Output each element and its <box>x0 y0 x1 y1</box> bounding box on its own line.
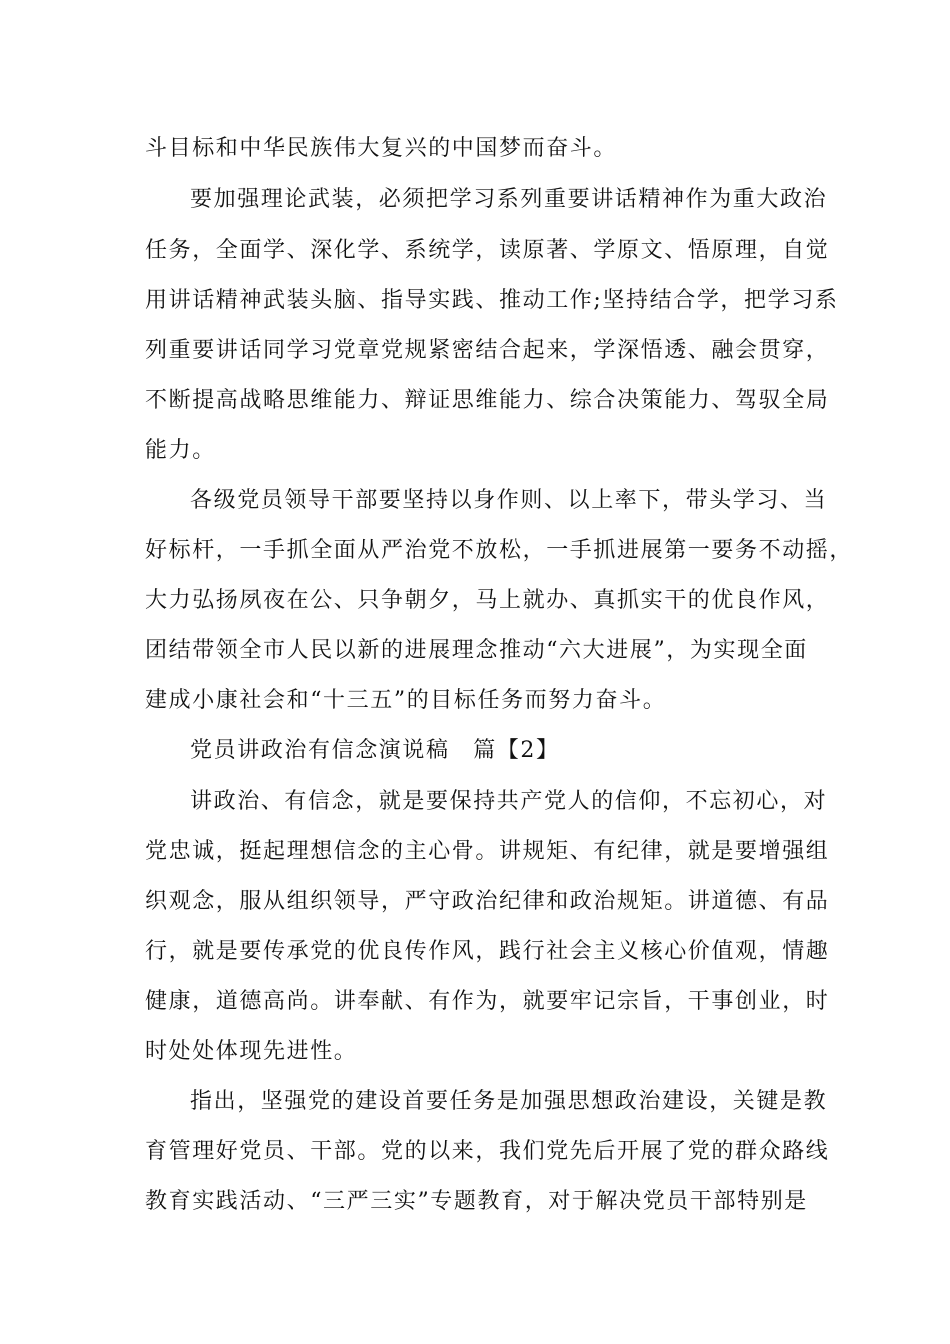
paragraph-start-line: 各级党员领导干部要坚持以身作则、以上率下，带头学习、当 <box>190 488 828 513</box>
text-line: 用讲话精神武装头脑、指导实践、推动工作;坚持结合学，把学习系 <box>145 288 839 313</box>
text-line: 团结带领全市人民以新的进展理念推动“六大进展”，为实现全面 <box>145 638 808 663</box>
text-line: 任务，全面学、深化学、系统学，读原著、学原文、悟原理，自觉 <box>145 238 830 263</box>
text-line: 好标杆，一手抓全面从严治党不放松，一手抓进展第一要务不动摇， <box>145 538 854 563</box>
text-line: 党忠诚，挺起理想信念的主心骨。讲规矩、有纪律，就是要增强组 <box>145 839 830 864</box>
text-line: 列重要讲话同学习党章党规紧密结合起来，学深悟透、融会贯穿， <box>145 338 830 363</box>
text-line: 建成小康社会和“十三五”的目标任务而努力奋斗。 <box>145 688 667 713</box>
text-line: 行，就是要传承党的优良传作风，践行社会主义核心价值观，情趣 <box>145 939 830 964</box>
text-line: 健康，道德高尚。讲奉献、有作为，就要牢记宗旨，干事创业，时 <box>145 989 830 1014</box>
text-line: 育管理好党员、干部。党的以来，我们党先后开展了党的群众路线 <box>145 1139 830 1164</box>
text-line: 斗目标和中华民族伟大复兴的中国梦而奋斗。 <box>145 136 618 161</box>
paragraph-start-line: 指出，坚强党的建设首要任务是加强思想政治建设，关键是教 <box>190 1089 828 1114</box>
paragraph-start-line: 要加强理论武装，必须把学习系列重要讲话精神作为重大政治 <box>190 187 828 212</box>
text-line: 时处处体现先进性。 <box>145 1039 358 1064</box>
text-line: 能力。 <box>145 438 216 463</box>
text-line: 织观念，服从组织领导，严守政治纪律和政治规矩。讲道德、有品 <box>145 889 830 914</box>
paragraph-start-line: 讲政治、有信念，就是要保持共产党人的信仰，不忘初心，对 <box>190 789 828 814</box>
text-line: 教育实践活动、“三严三实”专题教育，对于解决党员干部特别是 <box>145 1189 808 1214</box>
section-heading: 党员讲政治有信念演说稿 篇【2】 <box>190 738 560 763</box>
text-line: 大力弘扬夙夜在公、只争朝夕，马上就办、真抓实干的优良作风， <box>145 588 830 613</box>
text-line: 不断提高战略思维能力、辩证思维能力、综合决策能力、驾驭全局 <box>145 388 830 413</box>
